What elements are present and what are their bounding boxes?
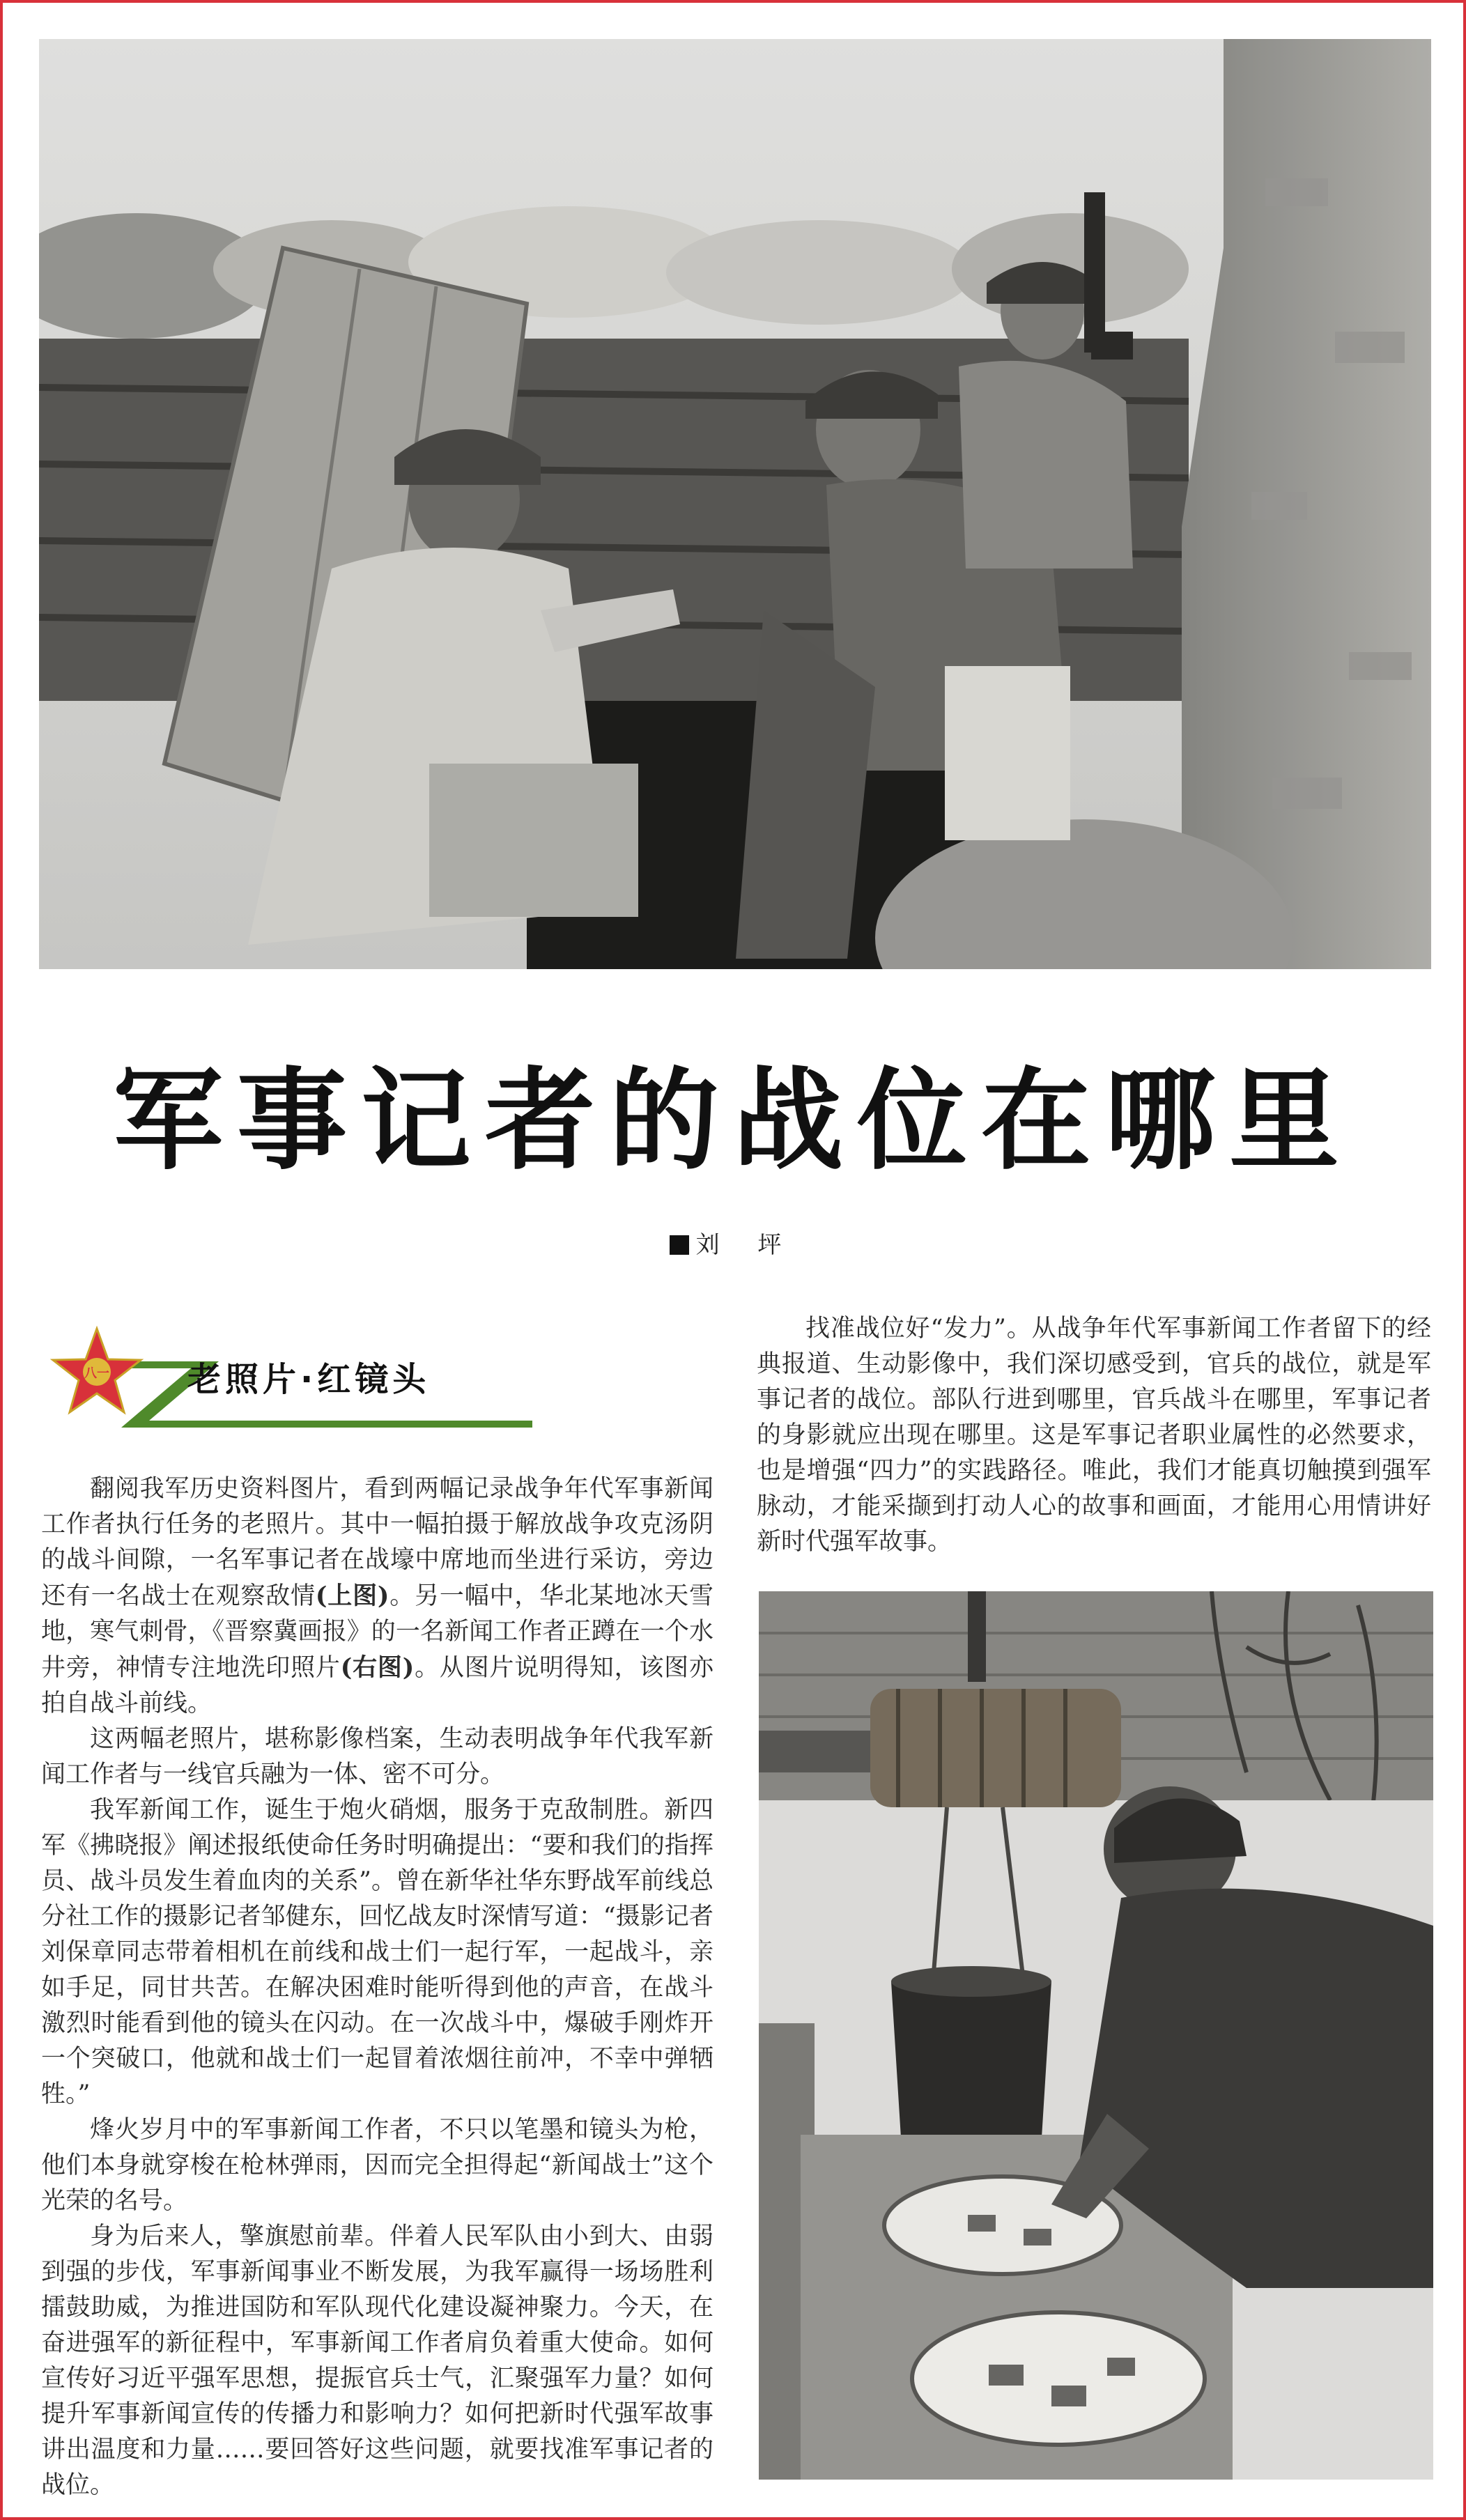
- paragraph-2: 这两幅老照片，堪称影像档案，生动表明战争年代我军新闻工作者与一线官兵融为一体、密不可分。: [41, 1725, 713, 1788]
- byline-author: 刘 坪: [695, 1231, 797, 1259]
- section-label: 老照片·红镜头: [187, 1360, 431, 1399]
- left-column: [41, 1471, 713, 2503]
- paragraph-6: 找准战位好“发力”。从战争年代军事新闻工作者留下的经典报道、生动影像中，我们深切感受到，官兵的战位，就是军事记者的战位。部队行进到哪里，官兵战斗在哪里，军事记者的身影就应出现在哪里。这是军事记者职业属性的必然要求，也是增强“四力”的实践路径。唯此，我们才能真切触摸到强军脉动，才能采撷到打动人心的故事和画面，才能用心用情讲好新时代强军故事。: [757, 1315, 1431, 1556]
- right-column: [757, 1311, 1431, 1560]
- paragraph-4: 烽火岁月中的军事新闻工作者，不只以笔墨和镜头为枪，他们本身就穿梭在枪林弹雨，因而完全担得起“新闻战士”这个光荣的名号。: [41, 2116, 713, 2215]
- byline-square-icon: [670, 1235, 689, 1255]
- article-headline: 军事记者的战位在哪里: [113, 1057, 1353, 1185]
- byline: [3, 1228, 1463, 1262]
- well-developing-photo: [759, 1591, 1433, 2480]
- trench-interview-illustration: [39, 39, 1431, 969]
- paragraph-1: 翻阅我军历史资料图片，看到两幅记录战争年代军事新闻工作者执行任务的老照片。其中一幅拍摄于解放战争攻克汤阴的战斗间隙，一名军事记者在战壕中席地而坐进行采访，旁边还有一名战士在观察敌情(上图)。另一幅中，华北某地冰天雪地，寒气刺骨，《晋察冀画报》的一名新闻工作者正蹲在一个水井旁，神情专注地洗印照片(右图)。从图片说明得知，该图亦拍自战斗前线。: [41, 1475, 713, 1717]
- section-heading: [45, 1323, 546, 1441]
- paragraph-5: 身为后来人，擎旗慰前辈。伴着人民军队由小到大、由弱到强的步伐，军事新闻事业不断发展，为我军赢得一场场胜利擂鼓助威，为推进国防和军队现代化建设凝神聚力。今天，在奋进强军的新征程中，军事新闻工作者肩负着重大使命。如何宣传好习近平强军思想，提振官兵士气，汇聚强军力量？如何提升军事新闻宣传的传播力和影响力？如何把新时代强军故事讲出温度和力量……要回答好这些问题，就要找准军事记者的战位。: [41, 2223, 713, 2499]
- well-developing-illustration: [759, 1591, 1433, 2480]
- paragraph-3: 我军新闻工作，诞生于炮火硝烟，服务于克敌制胜。新四军《拂晓报》阐述报纸使命任务时明确提出：“要和我们的指挥员、战斗员发生着血肉的关系”。曾在新华社华东野战军前线总分社工作的摄影记者邹健东，回忆战友时深情写道：“摄影记者刘保章同志带着相机在前线和战士们一起行军，一起战斗，亲如手足，同甘共苦。在解决困难时能听得到他的声音，在战斗激烈时能看到他的镜头在闪动。在一次战斗中，爆破手刚炸开一个突破口，他就和战士们一起冒着浓烟往前冲，不幸中弹牺牲。”: [41, 1796, 713, 2108]
- trench-interview-photo: [39, 39, 1431, 969]
- emblem-text: 八一: [84, 1366, 109, 1381]
